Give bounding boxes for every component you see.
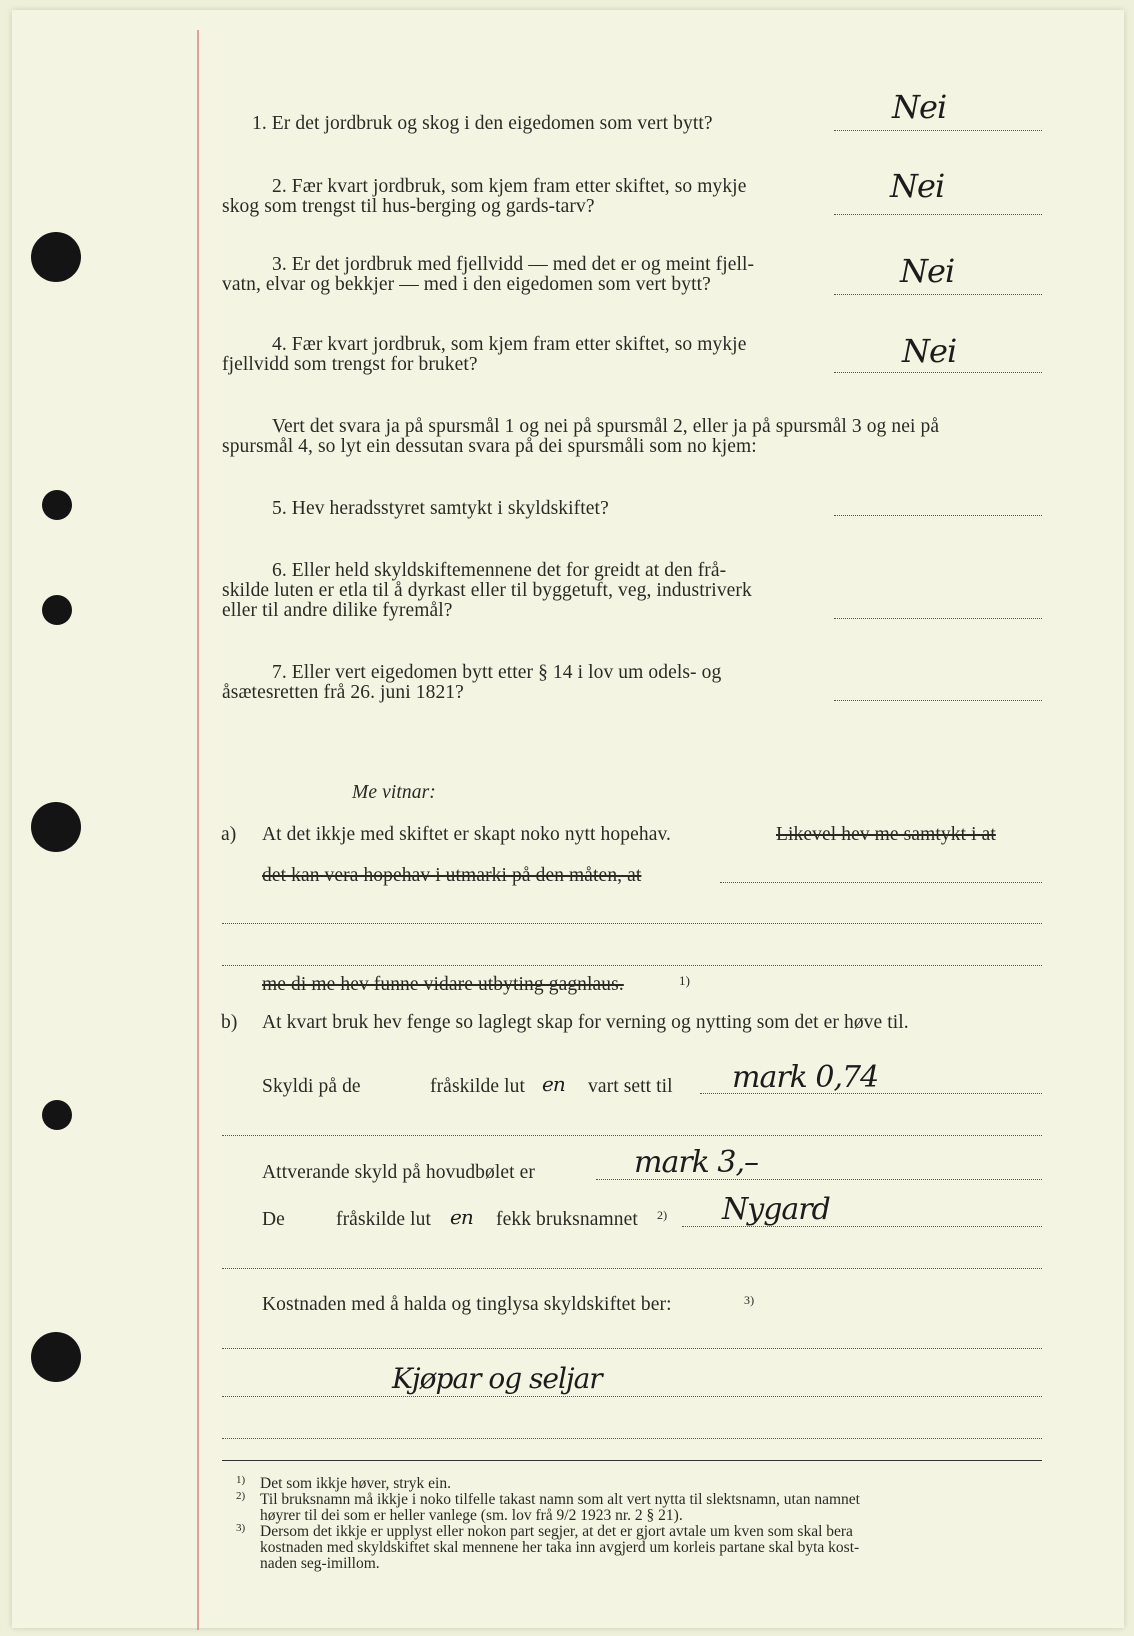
witness-b-label: b) — [221, 1012, 238, 1033]
de-label: De — [262, 1209, 285, 1230]
margin-line — [197, 30, 199, 1630]
answer-line-6 — [834, 618, 1042, 619]
question-4-line-1: 4. Fær kvart jordbruk, som kjem fram etter skiftet, so mykje — [272, 334, 747, 355]
footnote-2-line-1: Til bruksnamn må ikkje i noko tilfelle takast namn som alt vert nytta til slektsnamn, utan namnet — [260, 1491, 860, 1508]
witness-a-text: At det ikkje med skiftet er skapt noko nytt hopehav. — [262, 824, 672, 845]
punch-hole — [31, 802, 81, 852]
answer-4-handwriting: Nei — [902, 332, 957, 370]
kostnad-line-1 — [222, 1348, 1042, 1349]
witness-b-text: At kvart bruk hev fenge so laglegt skap for verning og nytting som det er høve til. — [262, 1012, 909, 1033]
punch-hole — [42, 595, 72, 625]
document-page — [12, 10, 1124, 1628]
intro-line-2: spursmål 4, so lyt ein dessutan svara på dei spursmåli som no kjem: — [222, 436, 757, 457]
question-6-line-3: eller til andre dilike fyremål? — [222, 600, 453, 621]
answer-1-handwriting: Nei — [892, 88, 947, 126]
question-1: 1. Er det jordbruk og skog i den eigedomen som vert bytt? — [252, 113, 713, 134]
answer-line-3 — [834, 294, 1042, 295]
witness-a-line-3 — [222, 965, 1042, 966]
answer-line-1 — [834, 130, 1042, 131]
answer-line-2 — [834, 214, 1042, 215]
witness-a-label: a) — [221, 824, 237, 845]
kostnad-value-handwriting: Kjøpar og seljar — [392, 1362, 602, 1395]
answer-line-5 — [834, 515, 1042, 516]
question-4-line-2: fjellvidd som trengst for bruket? — [222, 354, 478, 375]
question-3-line-2: vatn, elvar og bekkjer — med i den eigedomen som vert bytt? — [222, 274, 711, 295]
fekk-footnote-ref: 2) — [657, 1208, 668, 1222]
attverande-value-handwriting: mark 3,– — [634, 1145, 759, 1180]
bruksnamn-line-2 — [222, 1268, 1042, 1269]
skyldi-value-handwriting: mark 0,74 — [732, 1060, 879, 1095]
intro-line-1: Vert det svara ja på spursmål 1 og nei på spursmål 2, eller ja på spursmål 3 og nei på — [272, 416, 940, 437]
footnote-3-number: 3) — [236, 1522, 246, 1534]
attverande-label: Attverande skyld på hovudbølet er — [262, 1162, 535, 1183]
question-2-line-1: 2. Fær kvart jordbruk, som kjem fram etter skiftet, so mykje — [272, 176, 747, 197]
punch-hole — [31, 232, 81, 282]
footnote-rule — [222, 1460, 1042, 1461]
skyldi-suffix-handwriting: en — [542, 1072, 565, 1096]
fraskilde-suffix-handwriting: en — [450, 1205, 473, 1229]
answer-line-4 — [834, 372, 1042, 373]
witness-a-line-2 — [222, 923, 1042, 924]
question-5: 5. Hev heradsstyret samtykt i skyldskiftet? — [272, 498, 609, 519]
question-7-line-2: åsætesretten frå 26. juni 1821? — [222, 682, 464, 703]
punch-hole — [42, 1100, 72, 1130]
fekk-label: fekk bruksnamnet — [496, 1209, 638, 1230]
question-6-line-1: 6. Eller held skyldskiftemennene det for greidt at den frå‑ — [272, 560, 727, 581]
answer-3-handwriting: Nei — [900, 252, 955, 290]
skyldi-line-2 — [222, 1135, 1042, 1136]
witness-a-struck-3: me di me hev funne vidare utbyting gagnlaus. — [262, 974, 624, 995]
footnote-3-line-2: kostnaden med skyldskiftet skal mennene her taka inn avgjerd um korleis partane skal byta kost‑ — [260, 1539, 860, 1556]
footnote-2-line-2: høyrer til dei som er heller vanlege (sm. lov frå 9/2 1923 nr. 2 § 21). — [260, 1507, 683, 1524]
skyldi-vart-sett: vart sett til — [588, 1076, 673, 1097]
footnote-3-line-3: naden seg‑imillom. — [260, 1555, 380, 1572]
witness-a-struck-2: det kan vera hopehav i utmarki på den måten, at — [262, 865, 642, 886]
kostnad-label: Kostnaden med å halda og tinglysa skyldskiftet ber: — [262, 1294, 672, 1315]
kostnad-line-2 — [222, 1396, 1042, 1397]
witness-a-footnote-ref: 1) — [679, 973, 691, 988]
footnote-1: Det som ikkje høver, stryk ein. — [260, 1475, 451, 1492]
answer-line-7 — [834, 700, 1042, 701]
witness-a-struck-1: Likevel hev me samtykt i at — [776, 824, 996, 845]
kostnad-line-3 — [222, 1438, 1042, 1439]
witness-a-line-1 — [720, 882, 1042, 883]
answer-2-handwriting: Nei — [890, 167, 945, 205]
skyldi-fraskilde: fråskilde lut — [430, 1076, 525, 1097]
question-6-line-2: skilde luten er etla til å dyrkast eller til byggetuft, veg, industriverk — [222, 580, 752, 601]
question-2-line-2: skog som trengst til hus‑berging og gards‑tarv? — [222, 196, 595, 217]
punch-hole — [31, 1332, 81, 1382]
footnote-2-number: 2) — [236, 1490, 246, 1502]
fraskilde-label: fråskilde lut — [336, 1209, 431, 1230]
witness-heading: Me vitnar: — [352, 782, 436, 803]
skyldi-label: Skyldi på de — [262, 1076, 361, 1097]
bruksnamn-value-handwriting: Nygard — [722, 1192, 830, 1227]
question-7-line-1: 7. Eller vert eigedomen bytt etter § 14 i lov um odels‑ og — [272, 662, 722, 683]
kostnad-footnote-ref: 3) — [744, 1293, 755, 1307]
footnote-1-number: 1) — [236, 1474, 246, 1486]
question-3-line-1: 3. Er det jordbruk med fjellvidd — med det er og meint fjell‑ — [272, 254, 755, 275]
footnote-3-line-1: Dersom det ikkje er upplyst eller nokon part segjer, at det er gjort avtale um kven som skal bera — [260, 1523, 853, 1540]
punch-hole — [42, 490, 72, 520]
